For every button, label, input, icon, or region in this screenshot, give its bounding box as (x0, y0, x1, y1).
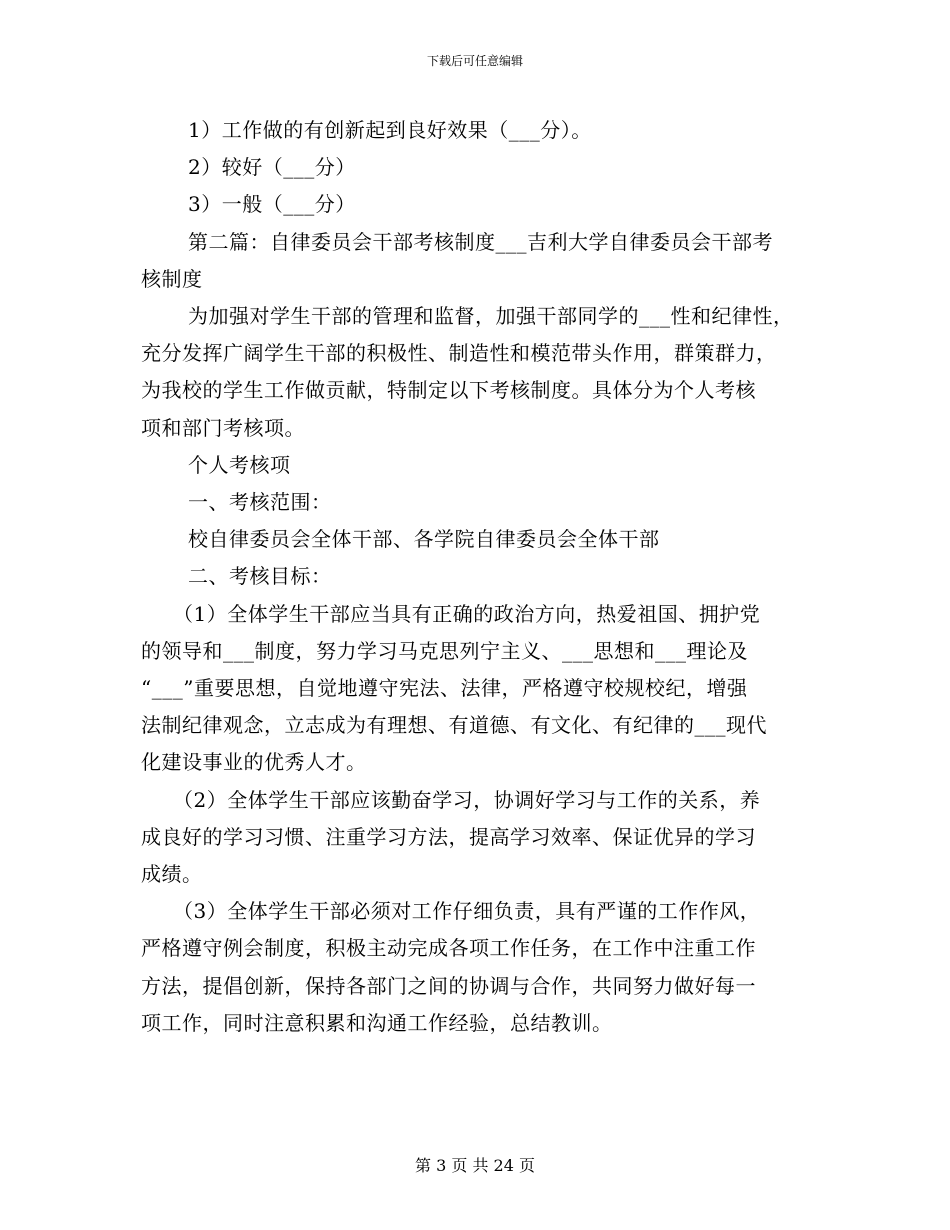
page-header: 下载后可任意编辑 (426, 54, 523, 68)
paragraph-line: 为加强对学生干部的管理和监督，加强干部同学的___性和纪律性， (188, 304, 794, 329)
list-item: 1）工作做的有创新起到良好效果（___分）。 (188, 118, 592, 142)
subheading: 个人考核项 (188, 452, 291, 477)
paragraph-line: 校自律委员会全体干部、各学院自律委员会全体干部 (188, 527, 660, 552)
list-item: 2）较好（___分） (188, 155, 356, 180)
section-heading: 第二篇：自律委员会干部考核制度___吉利大学自律委员会干部考 (188, 229, 773, 254)
paragraph-line: 项和部门考核项。 (141, 415, 305, 440)
paragraph-line: 的领导和___制度，努力学习马克思列宁主义、___思想和___理论及 (141, 638, 748, 663)
paragraph-line: （1）全体学生干部应当具有正确的政治方向，热爱祖国、拥护党 (173, 601, 761, 626)
paragraph-line: 成绩。 (141, 862, 203, 887)
paragraph-line: 法制纪律观念，立志成为有理想、有道德、有文化、有纪律的___现代 (141, 713, 767, 738)
page-footer: 第 3 页 共 24 页 (415, 1156, 535, 1175)
subheading: 一、考核范围： (188, 490, 332, 515)
paragraph-line: （2）全体学生干部应该勤奋学习，协调好学习与工作的关系，养 (173, 787, 761, 812)
subheading: 二、考核目标： (188, 564, 332, 589)
list-item: 3）一般（___分） (188, 192, 356, 217)
document-body (141, 112, 831, 1042)
paragraph-line: 充分发挥广阔学生干部的积极性、制造性和模范带头作用，群策群力， (141, 341, 777, 366)
paragraph-line: 化建设事业的优秀人才。 (141, 750, 367, 775)
paragraph-line: （3）全体学生干部必须对工作仔细负责，具有严谨的工作作风， (173, 899, 761, 924)
paragraph-line: 严格遵守例会制度，积极主动完成各项工作任务，在工作中注重工作 (141, 936, 756, 961)
paragraph-line: 项工作，同时注意积累和沟通工作经验，总结教训。 (141, 1010, 613, 1035)
paragraph-line: 为我校的学生工作做贡献，特制定以下考核制度。具体分为个人考核 (141, 378, 756, 403)
section-heading-continued: 核制度 (141, 266, 203, 291)
paragraph-line: “___”重要思想，自觉地遵守宪法、法律，严格遵守校规校纪，增强 (141, 676, 748, 701)
paragraph-line: 方法，提倡创新，保持各部门之间的协调与合作，共同努力做好每一 (141, 973, 756, 998)
paragraph-line: 成良好的学习习惯、注重学习方法，提高学习效率、保证优异的学习 (141, 824, 756, 849)
